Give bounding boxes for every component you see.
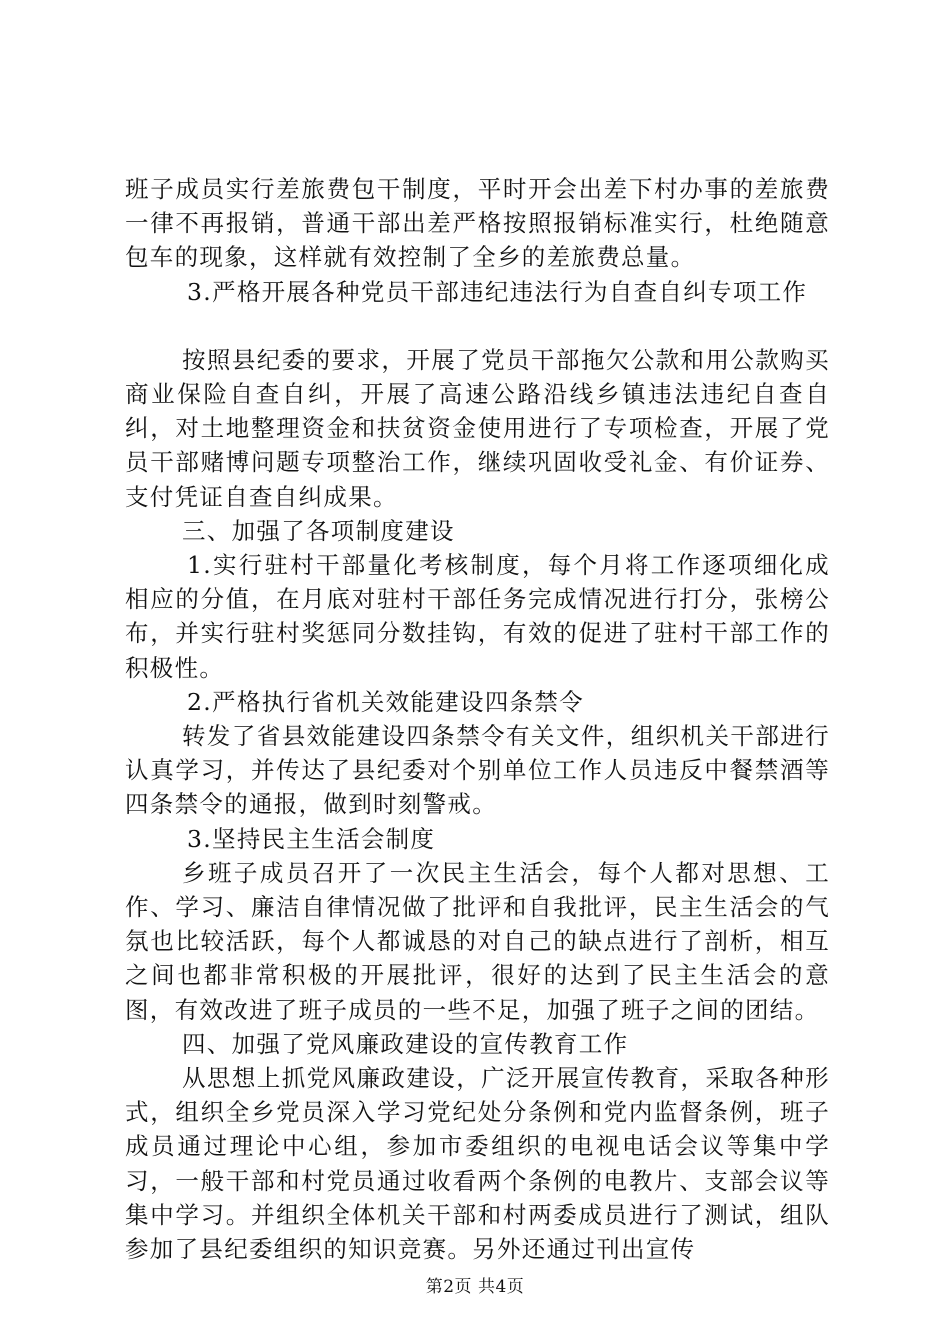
paragraph-travel-expense: 班子成员实行差旅费包干制度，平时开会出差下村办事的差旅费一律不再报销，普通干部出差严格按照报销标准实行，杜绝随意包车的现象，这样就有效控制了全乡的差旅费总量。: [125, 175, 830, 272]
subheading-democratic-life-meeting: 3.坚持民主生活会制度: [187, 824, 436, 853]
paragraph-democratic-life-meeting: 乡班子成员召开了一次民主生活会，每个人都对思想、工作、学习、廉洁自律情况做了批评和自我批评，民主生活会的气氛也比较活跃，每个人都诚恳的对自己的缺点进行了剖析，相互之间也都非常积极的开展批评，很好的达到了民主生活会的意图，有效改进了班子成员的一些不足，加强了班子之间的团结。: [125, 858, 830, 1024]
section-heading-system-building: 三、加强了各项制度建设: [182, 516, 455, 545]
page-number-footer: 第2页 共4页: [425, 1277, 525, 1297]
paragraph-publicity-education: 从思想上抓党风廉政建设，广泛开展宣传教育，采取各种形式，组织全乡党员深入学习党纪处分条例和党内监督条例，班子成员通过理论中心组，参加市委组织的电视电话会议等集中学习，一般干部和村党员通过收看两个条例的电教片、支部会议等集中学习。并组织全体机关干部和村两委成员进行了测试，组队参加了县纪委组织的知识竞赛。另外还通过刊出宣传: [125, 1064, 830, 1264]
subheading-self-inspection: 3.严格开展各种党员干部违纪违法行为自查自纠专项工作: [187, 277, 808, 306]
document-body: [125, 172, 830, 1266]
paragraph-four-prohibitions: 转发了省县效能建设四条禁令有关文件，组织机关干部进行认真学习，并传达了县纪委对个别单位工作人员违反中餐禁酒等四条禁令的通报，做到时刻警戒。: [125, 722, 830, 819]
section-heading-publicity-education: 四、加强了党风廉政建设的宣传教育工作: [182, 1029, 629, 1058]
subheading-four-prohibitions: 2.严格执行省机关效能建设四条禁令: [187, 687, 585, 716]
paragraph-self-inspection: 按照县纪委的要求，开展了党员干部拖欠公款和用公款购买商业保险自查自纠，开展了高速公路沿线乡镇违法违纪自查自纠，对土地整理资金和扶贫资金使用进行了专项检查，开展了党员干部赌博问题专项整治工作，继续巩固收受礼金、有价证券、支付凭证自查自纠成果。: [125, 345, 830, 511]
paragraph-quantified-assessment: 1.实行驻村干部量化考核制度，每个月将工作逐项细化成相应的分值，在月底对驻村干部任务完成情况进行打分，张榜公布，并实行驻村奖惩同分数挂钩，有效的促进了驻村干部工作的积极性。: [125, 551, 830, 682]
